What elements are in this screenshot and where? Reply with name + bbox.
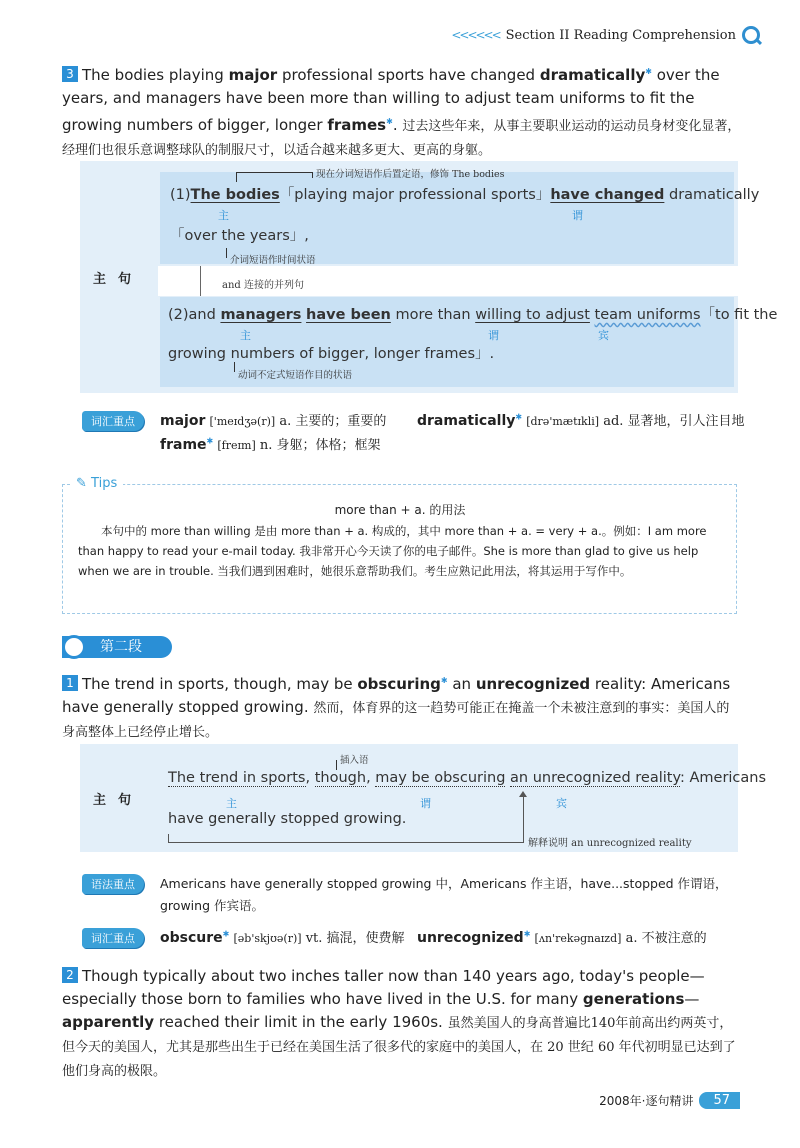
conjunction-note: and 连接的并列句 <box>222 280 304 291</box>
translation: 过去这些年来，从事主要职业运动的运动员身材变化显著，经理们也很乐意调整球队的制服尺寸，以适合越来越多更大、更高的身躯。 <box>62 119 741 158</box>
annotation-note: 现在分词短语作后置定语，修饰 The bodies <box>316 169 505 180</box>
vocab-entry <box>417 927 707 946</box>
definition: a. 不被注意的 <box>625 931 707 946</box>
keyword: frames <box>327 116 387 134</box>
vocab-tag: 词汇重点 <box>82 928 144 948</box>
subject: managers <box>220 307 302 323</box>
subject: The bodies <box>190 187 280 203</box>
phonetic: ['meɪdʒə(r)] <box>209 415 276 428</box>
keyword: unrecognized <box>475 675 591 693</box>
sentence-number: 1 <box>62 675 78 691</box>
text: : Americans <box>679 770 767 786</box>
label-predicate: 谓 <box>488 329 499 342</box>
label-object: 宾 <box>556 797 567 810</box>
vocab-section-1 <box>82 410 144 431</box>
analysis-sentence-1b: 「over the years」, <box>170 228 309 244</box>
star-icon: ✱ <box>523 929 531 939</box>
grammar-line: growing 作宾语。 <box>160 898 264 913</box>
label-subject: 主 <box>226 797 237 810</box>
footer-label: 2008年·逐句精讲 <box>599 1094 694 1108</box>
keyword: apparently <box>62 1013 155 1031</box>
text: . <box>392 116 403 134</box>
sentence-2 <box>62 965 742 1083</box>
text: dramatically <box>664 187 760 203</box>
text: , <box>305 770 315 786</box>
definition: n. 身躯；体格；框架 <box>259 438 381 453</box>
keyword: obscuring <box>357 675 441 693</box>
text: The trend in sports, though, may be <box>82 675 358 693</box>
vocab-entry <box>160 410 386 429</box>
text: professional sports have changed <box>277 66 540 84</box>
vocab-tag: 词汇重点 <box>82 411 144 431</box>
star-icon: ✱ <box>440 676 448 685</box>
page-number: 57 <box>699 1092 740 1109</box>
annotation-note: 动词不定式短语作目的状语 <box>238 370 353 381</box>
vocab-section-2 <box>82 927 144 948</box>
vocab-word: dramatically <box>417 413 516 429</box>
vocab-entry <box>417 410 745 429</box>
vocab-word: obscure <box>160 930 223 946</box>
translation: 虽然美国人的身高普遍比140年前高出约两英寸，但今天的美国人，尤其是那些出生于已经在美国生活了很多代的家庭中的美国人，在 20 世纪 60 年代初明显已达到了他们身高的极限。 <box>62 1016 736 1079</box>
keyword: major <box>228 66 278 84</box>
star-icon: ✱ <box>206 436 214 446</box>
grammar-text <box>160 873 740 917</box>
phonetic: [əb'skjʊə(r)] <box>233 932 302 945</box>
subject: The trend in sports <box>168 770 306 786</box>
star-icon: ✱ <box>515 412 523 422</box>
annotation-note: 介词短语作时间状语 <box>230 255 316 266</box>
sentence-number: 3 <box>62 66 78 82</box>
vocab-word: unrecognized <box>417 930 524 946</box>
phonetic: [freɪm] <box>217 439 256 452</box>
arrows-decoration: <<<<<< <box>451 28 500 42</box>
analysis-sentence <box>168 770 766 786</box>
tips-label <box>70 476 123 491</box>
arrow-up-icon <box>519 791 527 797</box>
tips-title: more than + a. 的用法 <box>334 503 466 517</box>
grammar-section <box>82 873 144 894</box>
tips-label-text: Tips <box>91 476 118 491</box>
label-object: 宾 <box>598 329 609 342</box>
annotation-note: 解释说明 an unrecognized reality <box>528 838 692 849</box>
sentence-3 <box>62 60 742 162</box>
pencil-icon: ✎ <box>76 476 87 491</box>
section-q-icon <box>62 635 86 659</box>
predicate: have been <box>306 307 391 323</box>
label-subject: 主 <box>240 329 251 342</box>
page-footer <box>599 1092 740 1109</box>
section-title: Section II Reading Comprehension <box>505 27 736 43</box>
star-icon: ✱ <box>222 929 230 939</box>
text: The bodies playing <box>82 66 229 84</box>
analysis-sentence-b: have generally stopped growing. <box>168 811 407 827</box>
label-predicate: 谓 <box>572 209 583 222</box>
text: 「to fit the <box>700 307 778 323</box>
predicate: have changed <box>550 187 665 203</box>
modifier: 「playing major professional sports」 <box>279 187 551 203</box>
text: (2)and <box>168 307 221 323</box>
analysis-sentence-2 <box>168 303 777 324</box>
text: reached their limit in the early 1960s. <box>154 1013 448 1031</box>
vocab-word: major <box>160 413 206 429</box>
object: team uniforms <box>594 307 701 323</box>
page-header <box>451 26 760 44</box>
definition: vt. 搞混，使费解 <box>305 931 405 946</box>
text: (1) <box>170 187 191 203</box>
section-heading: 第二段 <box>62 636 172 658</box>
text: more than <box>390 307 476 323</box>
sentence-1 <box>62 669 742 744</box>
vocab-entry <box>160 434 381 453</box>
text: , <box>366 770 376 786</box>
text: — <box>684 990 700 1008</box>
translation: 然而，体育界的这一趋势可能正在掩盖一个未被注意到的事实：美国人的身高整体上已经停止增长。 <box>62 701 730 740</box>
definition: ad. 显著地，引人注目地 <box>603 414 745 429</box>
grammar-line: Americans have generally stopped growing 中，Americans 作主语，have...stopped 作谓语， <box>160 876 728 891</box>
predicate-2: willing to adjust <box>475 307 590 323</box>
keyword: generations <box>582 990 685 1008</box>
object: an unrecognized reality <box>510 770 680 786</box>
clause-type-label: 主句 <box>80 744 156 852</box>
keyword: dramatically <box>539 66 646 84</box>
vocab-word: frame <box>160 437 207 453</box>
analysis-sentence-1 <box>170 183 759 204</box>
star-icon: ✱ <box>645 67 652 76</box>
grammar-tag: 语法重点 <box>82 874 144 894</box>
annotation-note: 插入语 <box>340 755 369 766</box>
star-icon: ✱ <box>386 117 393 126</box>
clause-type-label: 主句 <box>80 161 156 393</box>
sentence-number: 2 <box>62 967 78 983</box>
tips-body: 本句中的 more than willing 是由 more than + a. 构成的，其中 more than + a. = very + a.。例如：I am more than happy to read your e-mail today. 我非常开心今天读了你的电子邮件。She is more than glad to give us help when we are in trouble. 当我们遇到困难时，她很乐意帮助我们。考生应熟记此用法，将其运用于写作中。 <box>78 524 707 578</box>
definition: a. 主要的；重要的 <box>279 414 387 429</box>
label-subject: 主 <box>218 209 229 222</box>
text: Though typically about two inches taller now than 140 years ago, today's people—especially those born to families who have lived in the U.S. for many <box>62 967 705 1008</box>
search-icon <box>742 26 760 44</box>
label-predicate: 谓 <box>420 797 431 810</box>
vocab-entry <box>160 927 405 946</box>
predicate: may be obscuring <box>375 770 506 786</box>
text: an <box>447 675 476 693</box>
parenthesis: though <box>314 770 367 786</box>
phonetic: [drə'mætɪkli] <box>526 415 600 428</box>
analysis-sentence-2b: growing numbers of bigger, longer frames」. <box>168 346 495 362</box>
text: over the years, and managers have been more than willing to adjust team uniforms to fit the growing numbers of bigger, longer <box>62 66 720 134</box>
text: reality: Americans have generally stopped growing. <box>62 675 731 716</box>
phonetic: [ʌn'rekəgnaɪzd] <box>534 932 622 945</box>
